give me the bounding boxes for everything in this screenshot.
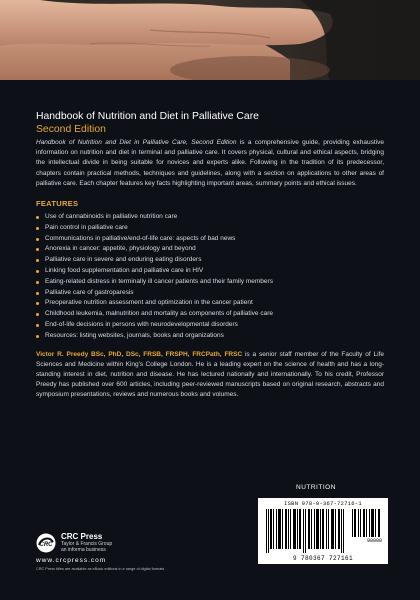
- bullet-icon: [36, 270, 39, 273]
- feature-text: Use of cannabinoids in palliative nutrition care: [45, 213, 178, 221]
- bullet-icon: [36, 259, 39, 262]
- publisher-website: www.crcpress.com: [36, 557, 107, 564]
- addon-digits: 90000: [366, 538, 382, 544]
- feature-text: Linking food supplementation and palliative care in HIV: [45, 267, 204, 274]
- publisher-name: CRC Press: [61, 532, 103, 541]
- book-edition: Second Edition: [36, 124, 106, 135]
- feature-text: End-of-life decisions in persons with neurodevelopmental disorders: [45, 320, 238, 328]
- addon-barcode-bars: [352, 509, 382, 537]
- publisher-logo-row: [36, 532, 256, 553]
- publisher-tagline: an informa business: [61, 547, 106, 553]
- bullet-icon: [36, 313, 39, 316]
- bullet-icon: [36, 302, 39, 305]
- crc-press-logo-icon: [36, 533, 56, 553]
- isbn-text: ISBN 978-0-367-72716-1: [284, 501, 362, 507]
- back-cover-content: [36, 110, 384, 401]
- bullet-icon: [36, 292, 39, 295]
- bullet-icon: [36, 238, 39, 241]
- feature-text: Pain control in palliative care: [45, 223, 128, 231]
- feature-text: Palliative care of gastroparesis: [45, 288, 134, 296]
- logo-text: CRC: [39, 541, 53, 548]
- feature-item: [36, 223, 384, 234]
- description-title: Handbook of Nutrition and Diet in Palliative Care, Second Edition: [36, 139, 237, 146]
- book-description: [36, 138, 384, 189]
- feature-text: Childhood leukemia, malnutrition and mortality as components of palliative care: [45, 310, 273, 318]
- features-list: [36, 212, 384, 342]
- bullet-icon: [36, 227, 39, 230]
- feature-text: Eating-related distress in terminally ill cancer patients and their family members: [45, 277, 273, 285]
- bullet-icon: [36, 335, 39, 338]
- feature-item: [36, 277, 384, 288]
- author-bio-text: is a senior staff member of the Faculty of Life Sciences and Medicine within King's College London. He is a leading expert on the science of health and has a long-standing interest in diet, nutrition and disease. He has lectured nationally and internationally. To his credit, Professor Preedy has published over 600 articles, including peer-reviewed manuscripts based on original research, abstracts and symposium presentations, reviews and numerous books and volumes.: [36, 350, 384, 399]
- bullet-icon: [36, 216, 39, 219]
- book-title: Handbook of Nutrition and Diet in Palliative Care: [36, 111, 259, 122]
- bullet-icon: [36, 281, 39, 284]
- barcode: [258, 498, 388, 564]
- feature-item: [36, 331, 384, 342]
- cover-photo-hands: [0, 0, 420, 80]
- feature-item: [36, 288, 384, 299]
- ean-barcode-bars: [264, 509, 348, 553]
- ean-digits: 9 780367 727161: [292, 555, 353, 562]
- feature-text: Palliative care in severe and enduring eating disorders: [45, 256, 202, 264]
- bullet-icon: [36, 248, 39, 251]
- author-bio: [36, 350, 384, 401]
- feature-item: [36, 320, 384, 331]
- feature-item: [36, 309, 384, 320]
- feature-item: [36, 298, 384, 309]
- publisher-block: [36, 532, 256, 571]
- description-body: is a comprehensive guide, providing exhaustive information on nutrition and diet in terminal and palliative care. It covers physical, cultural and ethical aspects, bridging the intellectual divide in being suitable for novices and experts alike. Following in the tradition of its predecessor, chapters contain practical methods, techniques and guidelines, along with a section on applications to other areas of palliative care. Each chapter features key facts highlighting important areas, summary points and ethical issues.: [36, 139, 384, 187]
- author-name: Victor R. Preedy BSc, PhD, DSc, FRSB, FRSPH, FRCPath, FRSC: [36, 350, 243, 358]
- bullet-icon: [36, 324, 39, 327]
- feature-item: [36, 234, 384, 245]
- feature-text: Communications in palliative/end-of-life care: aspects of bad news: [45, 234, 236, 242]
- feature-text: Anorexia in cancer: appetite, physiology and beyond: [45, 245, 196, 253]
- feature-item: [36, 212, 384, 223]
- feature-item: [36, 266, 384, 277]
- ebook-note: CRC Press titles are available as eBook editions in a range of digital formats: [36, 567, 165, 571]
- feature-item: [36, 244, 384, 255]
- features-heading: FEATURES: [36, 199, 79, 209]
- feature-text: Preoperative nutrition assessment and optimization in the cancer patient: [45, 299, 253, 307]
- feature-text: Resources: listing websites, journals, books and organizations: [45, 331, 224, 339]
- category-label: NUTRITION: [296, 484, 336, 491]
- publisher-group: Taylor & Francis Group: [61, 541, 113, 547]
- feature-item: [36, 255, 384, 266]
